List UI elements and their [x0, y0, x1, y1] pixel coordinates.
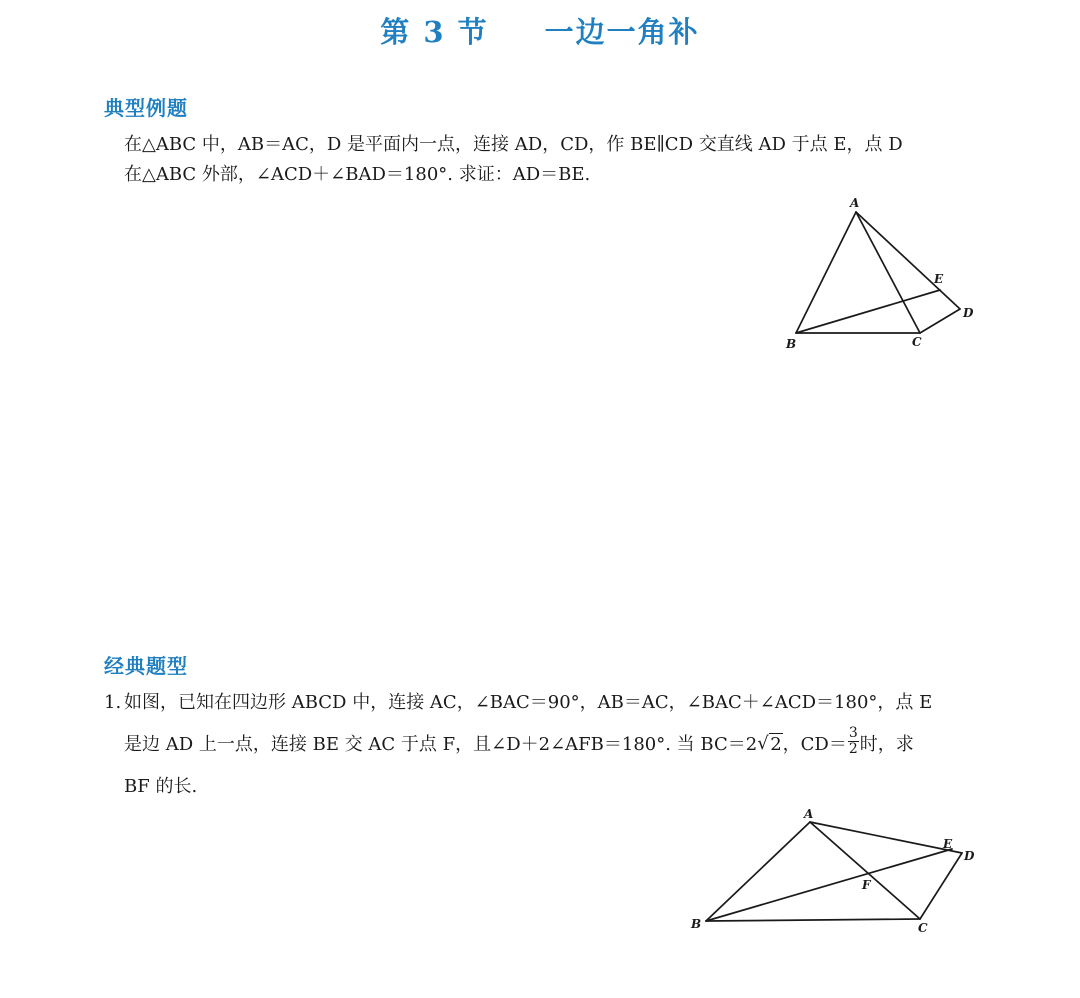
- label-b: B: [786, 337, 797, 351]
- radicand: 2: [770, 734, 782, 755]
- radical-sign: √: [757, 733, 769, 754]
- classic-line-2-text-c: 时，求: [859, 734, 914, 755]
- classic-line-1: 如图，已知在四边形 ABCD 中，连接 AC，∠BAC＝90°，AB＝AC，∠BAC＋∠ACD＝180°，点 E: [124, 692, 933, 713]
- segment-cd: [920, 853, 962, 919]
- segment-ac: [810, 822, 920, 919]
- section-title: 一边一角补: [544, 15, 700, 49]
- classic-line-2-text-b: ，CD＝: [782, 734, 847, 755]
- label-f: F: [862, 878, 871, 892]
- label-a: A: [850, 196, 860, 210]
- label-a: A: [804, 807, 814, 821]
- example-line-1: 在△ABC 中，AB＝AC，D 是平面内一点，连接 AD，CD，作 BE∥CD 交直线 AD 于点 E，点 D: [124, 134, 903, 155]
- label-c: C: [912, 335, 922, 349]
- label-d: D: [964, 849, 975, 863]
- fraction-denominator: 2: [848, 740, 858, 757]
- section-number: 第 3 节: [380, 15, 489, 49]
- segment-ad: [810, 822, 962, 853]
- fraction-numerator: 3: [848, 724, 858, 741]
- problem-number: 1.: [104, 692, 122, 713]
- classic-line-2-text-a: 是边 AD 上一点，连接 BE 交 AC 于点 F，且∠D＋2∠AFB＝180°. 当 BC＝2: [124, 734, 758, 755]
- label-e: E: [934, 272, 944, 286]
- segment-bc: [706, 919, 920, 921]
- example-line-2: 在△ABC 外部，∠ACD＋∠BAD＝180°. 求证：AD＝BE.: [124, 164, 591, 185]
- label-e: E: [943, 837, 953, 851]
- classic-heading: 经典题型: [104, 654, 188, 678]
- label-d: D: [963, 306, 974, 320]
- example-heading: 典型例题: [104, 96, 188, 120]
- classic-line-3: BF 的长.: [124, 776, 198, 797]
- label-c: C: [918, 921, 928, 935]
- label-b: B: [691, 917, 702, 931]
